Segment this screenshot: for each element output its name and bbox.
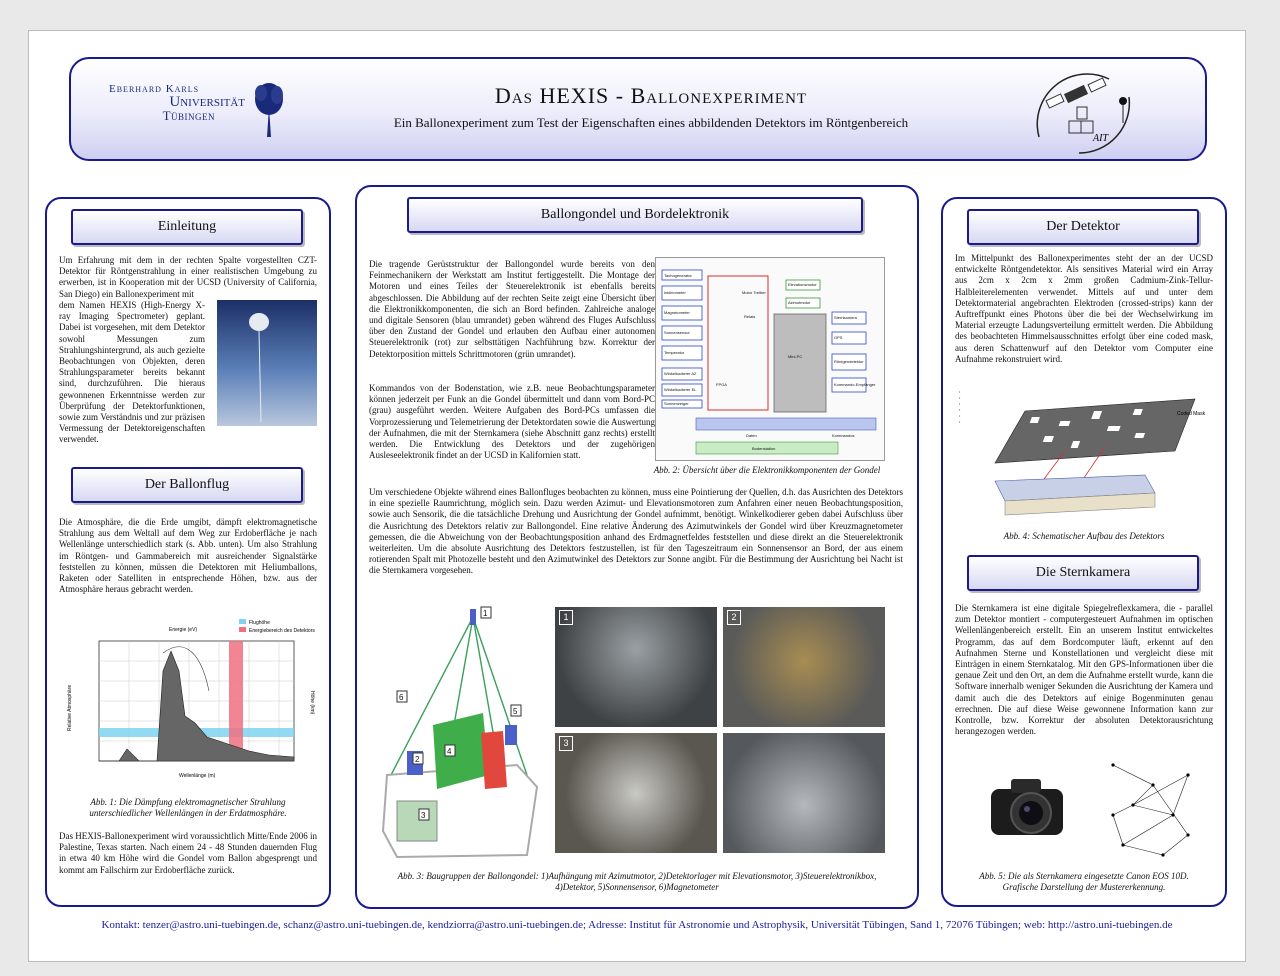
uni-name-line2: Universität <box>169 94 245 110</box>
right-column <box>941 197 1227 907</box>
ait-logo <box>1019 67 1149 157</box>
flight-heading: Der Ballonflug <box>71 467 303 503</box>
box-label: Sonnensensor <box>664 330 690 335</box>
chart-top-label: Energie (eV) <box>169 627 198 633</box>
fig4-caption: Abb. 4: Schematischer Aufbau des Detektors <box>1003 531 1165 541</box>
box-label: Magnetometer <box>664 310 690 315</box>
university-logo <box>109 83 249 122</box>
tag-3: 3 <box>421 811 426 820</box>
box-label: Azimutmotor <box>788 300 811 305</box>
detector-range-band <box>229 641 243 761</box>
legend-detector: Energiebereich des Detektors <box>249 628 315 634</box>
box-label: Mini-PC <box>788 354 803 359</box>
tag-4: 4 <box>447 747 452 756</box>
uni-name-line1: Eberhard Karls <box>109 83 200 95</box>
svg-text:•: • <box>959 420 961 424</box>
camera-text: Die Sternkamera ist eine digitale Spiegelreflexkamera, die - parallel zum Detektor montiert - computergesteuert Aufnahmen im optischen Wellenlängenbereich erstellt. Ein an unserem Institut entwickeltes Programm, das auf dem Bordcomputer läuft, erkennt auf den Aufnahmen Sterne und Konstellationen und vergleicht diese mit Einträgen in einem Sternkatalog. Mit den GPS-Informationen über die genaue Zeit und den Ort, an dem die Aufnahme erstellt wurde, kann die Software innerhalb weniger Sekunden die Ausrichtung der Kamera und damit auch die des Detektors auf einige Bogenminuten genau errechnen. Die auf diese Weise gewonnene Information kann zur Kontrolle, bzw. Korrektur der absoluten Detektorausrichtung herangezogen werden. <box>955 603 1213 737</box>
intro-heading: Einleitung <box>71 209 303 245</box>
intro-text-side: dem Namen HEXIS (High-Energy X-ray Imaging Spectrometer) geplant. Dabei ist vorgesehen, mit dem Detektor sowohl Messungen zum Strahlungshintergrund, als auch gezielte Beobachtungen von Objekten, deren Strahlungsparameter bereits bekannt sind, durchzuführen. Die hieraus gewonnenen Erkenntnisse werden zur Überprüfung der Detektorfunktionen, sowie zum Verständnis und zur präzisen Vermessung der Detektoreigenschaften verwendet. <box>59 300 205 445</box>
box-label: Elevationsmotor <box>788 282 817 287</box>
middle-column <box>355 185 919 909</box>
chart-y2-label: Höhe (km) <box>309 691 315 715</box>
gondola-text-1: Die tragende Gerüststruktur der Ballongondel wurde bereits von den Feinmechanikern der Werkstatt am Institut fertiggestellt. Die Montage der Motoren und eines Teiles der Steuerelektronik ist ebenfalls bereits abgeschlossen. Die Abbildung auf der rechten Seite zeigt eine Übersicht über die Elektronikkomponenten, die sich an Bord befinden. Zahlreiche analoge und digitale Sensoren (blau umrandet) geben während des Fluges Aufschluss über den Zustand der Gondel und erlauben den Aufbau einer autonomen Steuerelektronik (rot) zur selbsttätigen Nachführung bzw. Korrektur der Detektorposition mittels Schrittmotoren (grün umrandet). <box>369 259 655 359</box>
palm-tree-icon <box>249 79 289 139</box>
gondola-heading: Ballongondel und Bordelektronik <box>407 197 863 233</box>
box-label: Winkelkodierer EL <box>664 387 697 392</box>
box-label: Temperatur <box>664 350 685 355</box>
tag-2: 2 <box>415 755 420 764</box>
box-label: Sternkamera <box>834 315 857 320</box>
atmosphere-chart <box>59 611 317 787</box>
coded-mask-label: Coded Mask <box>1177 411 1206 417</box>
electronics-diagram <box>655 257 885 461</box>
tag-5: 5 <box>513 707 518 716</box>
photo-tag-2: 2 <box>727 610 741 625</box>
pattern-recognition-graph <box>1093 755 1213 865</box>
photo-detector-mount <box>723 607 885 727</box>
detector-text: Im Mittelpunkt des Ballonexperimentes steht der an der UCSD entwickelte Röntgendetektor. Als sensitives Material wird ein Array aus 2cm x 2cm x 2mm großen Cadmium-Zink-Tellur-Halbleiterelementen verwendet. Mittels auf und unter dem Detektormaterial angebrachten Elektroden (crossed-strips) kann der Auftreffpunkt eines Photons über die bei der Wechselwirkung im Material erzeugte Ladungsverteilung ermittelt werden. Die Abbildung des beobachteten Himmelsausschnittes erfolgt über eine coded mask, aus deren Schattenwurf auf den Detektor vom Computer eine Aufnahme rekonstruiert wird. <box>955 253 1213 364</box>
box-label: Motor Treiber <box>742 290 766 295</box>
box-label: Winkelkodierer AZ <box>664 371 697 376</box>
detector-schematic <box>955 381 1213 529</box>
poster <box>28 30 1246 962</box>
contact-footer: Kontakt: tenzer@astro.uni-tuebingen.de, schanz@astro.uni-tuebingen.de, kendziorra@astro.uni-tuebingen.de; Adresse: Institut für Astronomie und Astrophysik, Universität Tübingen, Sand 1, 72076 Tübingen; web: http://astro.uni-tuebingen.de <box>101 919 1173 931</box>
legend-flight: Flughöhe <box>249 620 270 626</box>
detector-heading: Der Detektor <box>967 209 1199 245</box>
box-label: Röntgendetektor <box>834 359 864 364</box>
box-label: Relais <box>744 314 756 319</box>
uni-name-line3: Tübingen <box>162 108 215 123</box>
chart-y-label: Relative Atmosphäre <box>67 684 73 731</box>
svg-text:•: • <box>959 390 961 394</box>
box-label: Bodenstation <box>752 446 776 451</box>
gondola-text-2: Kommandos von der Bodenstation, wie z.B. neue Beobachtungsparameter können jederzeit per Funk an die Gondel übermittelt und dann vom Bord-PC (grau) ausgeführt werden. Weitere Aufgaben des Bord-PCs umfassen die Vorprozessierung und Telemetrierung der Detektordaten sowie die Auswertung der Aufnahmen, die mit der Sternkamera (siehe Abschnitt ganz rechts) erstellt werden. Die Entwicklung des Detektors und der zugehörigen Ausleseelektronik findet an der UCSD in Kalifornien statt. <box>369 383 655 461</box>
balloon-photo <box>217 300 317 426</box>
svg-text:•: • <box>959 408 961 412</box>
svg-text:•: • <box>959 414 961 418</box>
box-label: FPGA <box>716 382 727 387</box>
tag-6: 6 <box>399 693 404 702</box>
canon-camera-image <box>983 767 1073 847</box>
photo-suspension <box>555 607 717 727</box>
poster-subtitle: Ein Ballonexperiment zum Test der Eigenschaften eines abbildenden Detektors im Röntgenbereich <box>393 115 909 130</box>
gondola-rendering <box>377 605 547 867</box>
photo-electronics-box <box>555 733 717 853</box>
photo-gondola-frame <box>723 733 885 853</box>
gondola-text-3: Um verschiedene Objekte während eines Ballonfluges beobachten zu können, muss eine Pointierung der Quellen, d.h. das Ausrichten des Detektors in eine spezielle Raumrichtung, möglich sein. Dazu werden Azimut- und Elevationsmotoren zum Anfahren einer neuen Beobachtungsposition, sowie auch Sensorik, die die tatsächliche Drehung und Ausrichtung der Gondel aufnimmt, benötigt. Winkelkodierer geben dabei Aufschluss über die Ausrichtung des Detektors relativ zur Ballongondel. Eine relative Änderung des Azimutwinkels der Gondel wird über Kreuzmagnetometer gemessen, die die Abweichung von der Beobachtungsposition anhand des Erdmagnetfeldes feststellen und diese direkt an die Steuerelektronik weiterleiten. Um die absolute Ausrichtung des Detektors festzustellen, ist für den Tageszeitraum ein Sonnensensor an Bord, der aus einem rotierenden Spalt mit Photozelle besteht und den Azimutwinkel des Detektors zur Sonne angibt. Für die Bestimmung der Ausrichtung bei Nacht ist die Sternkamera vorgesehen. <box>369 487 903 576</box>
box-label: Kommando-Empfänger <box>834 382 876 387</box>
flight-text: Die Atmosphäre, die die Erde umgibt, dämpft elektromagnetische Strahlung aus dem Weltall auf dem Weg zur Erdoberfläche je nach Wellenlänge unterschiedlich stark (s. Abb. unten). Um also Strahlung im Röntgen- und Gammabereich mit ausreichender Signalstärke feststellen zu können, müssen die Detektoren mit Heliumballons, Raketen oder Satelliten in entsprechende Höhen, bzw. aus der Atmosphäre heraus gebracht werden. <box>59 517 317 595</box>
intro-text-top: Um Erfahrung mit dem in der rechten Spalte vorgestellten CZT-Detektor für Röntgenstrahlung in einer realistischen Umgebung zu erwerben, ist in Kooperation mit der UCSD (University of California, San Diego) ein Ballonexperiment mit <box>59 255 317 299</box>
fig5-caption: Abb. 5: Die als Sternkamera eingesetzte Canon EOS 10D. Grafische Darstellung der Mustererkennung. <box>979 871 1189 892</box>
box-label: Kommandos <box>832 433 855 438</box>
svg-text:•: • <box>959 396 961 400</box>
fig1-caption: Abb. 1: Die Dämpfung elektromagnetischer Strahlung unterschiedlicher Wellenlängen in der Erdatmosphäre. <box>89 797 287 818</box>
fig3-caption: Abb. 3: Baugruppen der Ballongondel: 1)Aufhängung mit Azimutmotor, 2)Detektorlager mit Elevationsmotor, 3)Steuerelektronikbox, 4)Detektor, 5)Sonnensensor, 6)Magnetometer <box>397 871 877 892</box>
photo-tag-1: 1 <box>559 610 573 625</box>
header-banner <box>69 57 1207 161</box>
camera-heading: Die Sternkamera <box>967 555 1199 591</box>
left-column <box>45 197 331 907</box>
box-label: GPS <box>834 335 843 340</box>
poster-title: Das HEXIS - Ballonexperiment <box>494 83 808 108</box>
closing-text: Das HEXIS-Ballonexperiment wird voraussichtlich Mitte/Ende 2006 in Palestine, Texas starten. Nach einem 24 - 48 Stunden dauernden Flug in etwa 40 km Höhe wird die Gondel vom Ballon abgesprengt und kommt am Fallschirm zur Erdoberfläche zurück. <box>59 831 317 875</box>
photo-tag-3: 3 <box>559 736 573 751</box>
box-label: Inklinometer <box>664 290 686 295</box>
ait-label: AIT <box>1093 133 1108 144</box>
box-label: Tachogenerator <box>664 273 692 278</box>
svg-text:•: • <box>959 402 961 406</box>
fig2-caption: Abb. 2: Übersicht über die Elektronikkomponenten der Gondel <box>653 465 881 475</box>
box-label: Sonnenzeiger <box>664 401 689 406</box>
tag-1: 1 <box>483 609 488 618</box>
chart-x-label: Wellenlänge (m) <box>179 773 216 779</box>
box-label: Daten <box>746 433 757 438</box>
